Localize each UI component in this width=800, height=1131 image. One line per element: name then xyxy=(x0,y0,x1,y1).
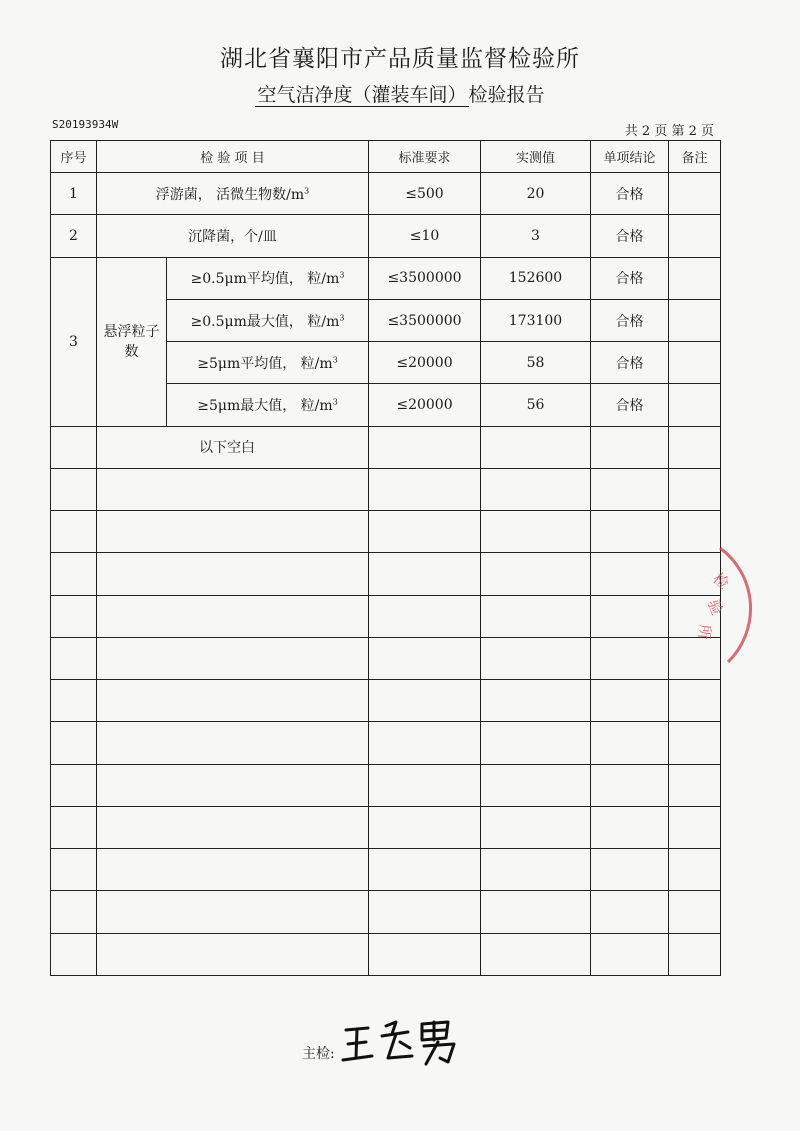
row-measured: 3 xyxy=(481,215,591,257)
header-row xyxy=(51,141,721,173)
col-header-item: 检 验 项 目 xyxy=(97,141,369,173)
row-result: 合格 xyxy=(591,215,669,257)
blank-note-row xyxy=(51,426,721,468)
col-header-remark: 备注 xyxy=(669,141,721,173)
row-measured: 20 xyxy=(481,173,591,215)
row-item: 沉降菌，个/皿 xyxy=(97,215,369,257)
row-standard: ≤3500000 xyxy=(369,257,481,299)
empty-row xyxy=(51,595,721,637)
row-result: 合格 xyxy=(591,384,669,426)
table-row xyxy=(51,257,721,299)
document-number: S20193934W xyxy=(52,118,119,131)
svg-text:所: 所 xyxy=(694,623,714,641)
row-result: 合格 xyxy=(591,257,669,299)
row-result: 合格 xyxy=(591,299,669,341)
empty-row xyxy=(51,933,721,975)
row-standard: ≤20000 xyxy=(369,384,481,426)
row-result: 合格 xyxy=(591,173,669,215)
row-remark xyxy=(669,384,721,426)
empty-row xyxy=(51,891,721,933)
row-item: ≥5μm最大值， 粒$/m^3$ xyxy=(167,384,369,426)
report-subtitle xyxy=(0,80,800,107)
inspection-stamp xyxy=(690,540,790,670)
row-standard: ≤3500000 xyxy=(369,299,481,341)
subtitle-underlined: 空气洁净度（灌装车间） xyxy=(257,84,467,106)
row-measured: 152600 xyxy=(481,257,591,299)
row-remark xyxy=(669,257,721,299)
subtitle-rest: 检验报告 xyxy=(468,84,545,106)
svg-text:验: 验 xyxy=(704,597,727,618)
row-item: ≥0.5μm最大值， 粒$/m^3$ xyxy=(167,299,369,341)
col-header-result: 单项结论 xyxy=(591,141,669,173)
row-remark xyxy=(669,299,721,341)
table-row xyxy=(51,215,721,257)
col-header-measured: 实测值 xyxy=(481,141,591,173)
empty-row xyxy=(51,849,721,891)
col-header-no: 序号 xyxy=(51,141,97,173)
inspector-signature xyxy=(338,1012,468,1072)
inspection-table xyxy=(50,140,721,976)
row-item: 浮游菌， 活微生物数$/m^3$ xyxy=(97,173,369,215)
empty-row xyxy=(51,722,721,764)
empty-row xyxy=(51,680,721,722)
row-standard: ≤20000 xyxy=(369,342,481,384)
svg-text:检: 检 xyxy=(709,569,733,593)
org-title: 湖北省襄阳市产品质量监督检验所 xyxy=(220,46,580,72)
row-standard: ≤10 xyxy=(369,215,481,257)
col-header-standard: 标准要求 xyxy=(369,141,481,173)
row-standard: ≤500 xyxy=(369,173,481,215)
empty-row xyxy=(51,764,721,806)
empty-row xyxy=(51,468,721,510)
row-measured: 173100 xyxy=(481,299,591,341)
row-item: ≥0.5μm平均值， 粒$/m^3$ xyxy=(167,257,369,299)
row-remark xyxy=(669,342,721,384)
group-no: 3 xyxy=(51,257,97,426)
row-remark xyxy=(669,215,721,257)
row-remark xyxy=(669,173,721,215)
row-measured: 56 xyxy=(481,384,591,426)
empty-row xyxy=(51,511,721,553)
row-item: ≥5μm平均值， 粒$/m^3$ xyxy=(167,342,369,384)
empty-row xyxy=(51,637,721,679)
blank-note: 以下空白 xyxy=(97,426,369,468)
row-result: 合格 xyxy=(591,342,669,384)
empty-row xyxy=(51,806,721,848)
inspector-label: 主检: xyxy=(302,1046,335,1062)
row-no: 2 xyxy=(51,215,97,257)
row-no: 1 xyxy=(51,173,97,215)
empty-row xyxy=(51,553,721,595)
group-label: 悬浮粒子数 xyxy=(97,257,167,426)
table-row xyxy=(51,173,721,215)
row-measured: 58 xyxy=(481,342,591,384)
page-info: 共 2 页 第 2 页 xyxy=(624,124,714,139)
